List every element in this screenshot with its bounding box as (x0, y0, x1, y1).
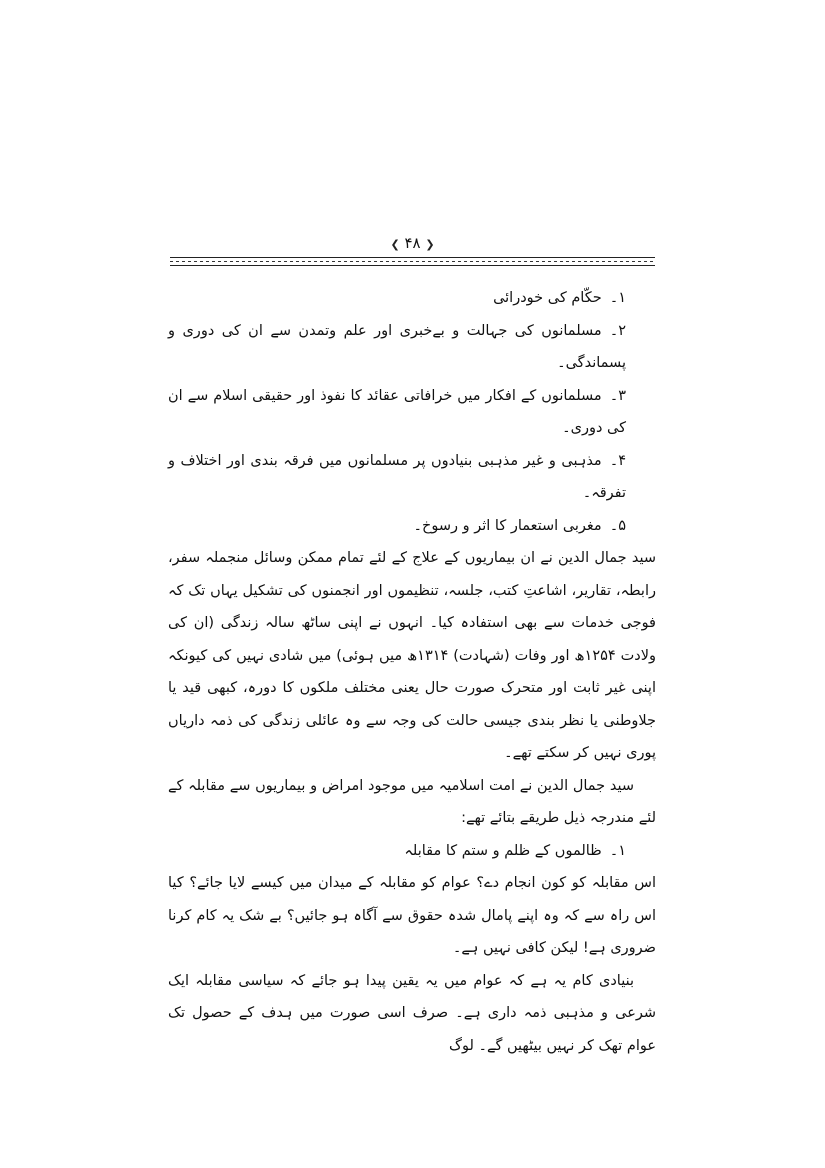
paragraph-3: اس مقابلہ کو کون انجام دے؟ عوام کو مقابلہ کے میدان میں کیسے لایا جائے؟ کیا اس راہ سے کہ وہ اپنے پامال شدہ حقوق سے آگاہ ہو جائیں؟ بے شک یہ کام کرنا ضروری ہے! لیکن کافی نہیں ہے۔ (168, 875, 656, 956)
page-body (168, 282, 656, 1062)
paragraph-4: بنیادی کام یہ ہے کہ عوام میں یہ یقین پیدا ہو جائے کہ سیاسی مقابلہ ایک شرعی و مذہبی ذمہ داری ہے۔ صرف اسی صورت میں ہدف کے حصول تک عوام تھک کر نہیں بیٹھیں گے۔ لوگ (168, 972, 656, 1054)
list-item: ۵۔مغربی استعمار کا اثر و رسوخ۔ (413, 517, 626, 534)
paragraph-1: سید جمال الدین نے ان بیماریوں کے علاج کے لئے تمام ممکن وسائل منجملہ سفر، رابطہ، تقاریر، اشاعتِ کتب، جلسہ، تنظیموں اور انجمنوں کی تشکیل یہاں تک کہ فوجی خدمات سے بھی استفادہ کیا۔ انہوں نے اپنی ساٹھ سالہ زندگی (ان کی ولادت ۱۲۵۴ھ اور وفات (شہادت) ۱۳۱۴ھ میں ہوئی) میں شادی نہیں کی کیونکہ اپنی غیر ثابت اور متحرک صورت حال یعنی مختلف ملکوں کا دورہ، کبھی قید یا جلاوطنی یا نظر بندی جیسی حالت کی وجہ سے وہ عائلی زندگی کی ذمہ داریاں پوری نہیں کر سکتے تھے۔ (168, 550, 656, 761)
list-item: ۱۔ظالموں کے ظلم و ستم کا مقابلہ (404, 842, 626, 859)
list-item: ۱۔حکّام کی خودرائی (493, 290, 626, 306)
ornament-left-icon: ❮ (390, 238, 400, 251)
paragraph-2: سید جمال الدین نے امت اسلامیہ میں موجود امراض و بیماریوں سے مقابلہ کے لئے مندرجہ ذیل طریقے بتائے تھے: (168, 777, 656, 826)
list-item: ۳۔مسلمانوں کے افکار میں خرافاتی عقائد کا نفوذ اور حقیقی اسلام سے ان کی دوری۔ (168, 387, 626, 436)
list-item: ۴۔مذہبی و غیر مذہبی بنیادوں پر مسلمانوں میں فرقہ بندی اور اختلاف و تفرقہ۔ (168, 452, 626, 501)
list-item: ۲۔مسلمانوں کی جہالت و بےخبری اور علم وتمدن سے ان کی دوری و پسماندگی۔ (168, 322, 626, 371)
page-number-text: ۴۸ (404, 234, 421, 252)
page-number (170, 233, 655, 255)
header-rule (170, 257, 655, 266)
page-header (170, 233, 655, 273)
ornament-right-icon: ❯ (425, 238, 435, 251)
